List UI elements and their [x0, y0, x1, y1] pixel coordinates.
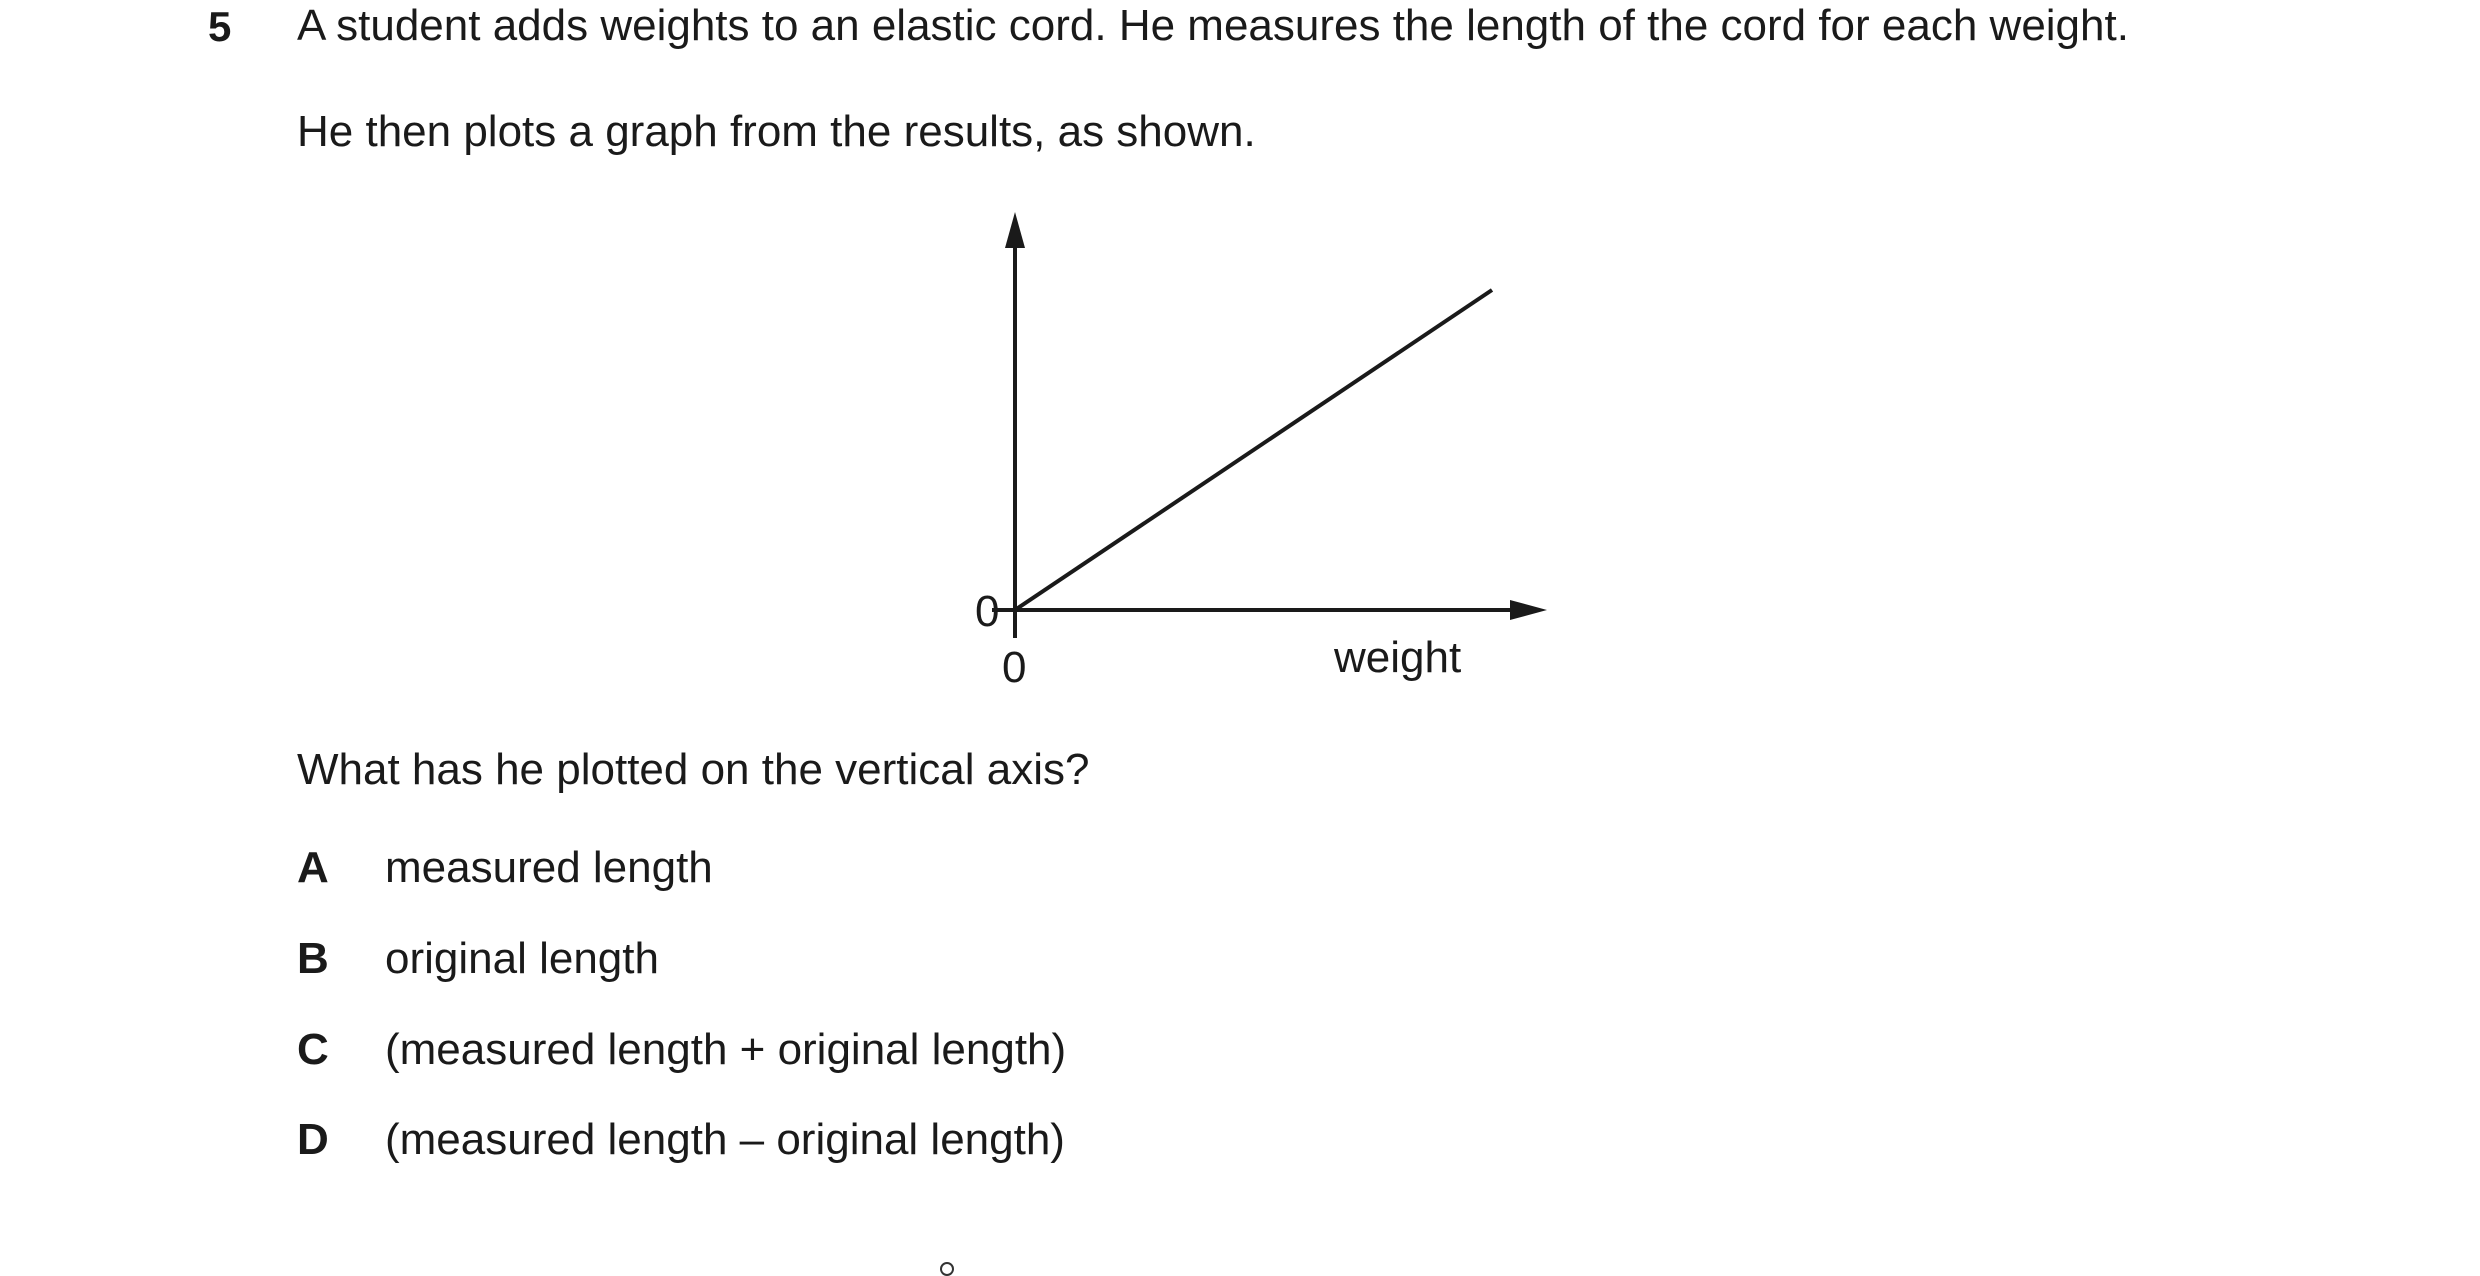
- option-letter: B: [297, 934, 329, 983]
- question-text-1: A student adds weights to an elastic cord. He measures the length of the cord for each weight.: [297, 1, 2129, 50]
- option-letter: C: [297, 1025, 329, 1074]
- option-text: (measured length + original length): [385, 1025, 1067, 1074]
- y-axis-arrow: [1005, 212, 1025, 248]
- question-prompt: What has he plotted on the vertical axis?: [297, 745, 1090, 794]
- option-letter: D: [297, 1115, 329, 1164]
- x-origin-label: 0: [1002, 643, 1027, 692]
- graph: [930, 200, 1570, 700]
- option-letter: A: [297, 843, 329, 892]
- option-text: (measured length – original length): [385, 1115, 1065, 1164]
- option-text: measured length: [385, 843, 713, 892]
- x-axis-arrow: [1510, 600, 1547, 620]
- x-axis-label: weight: [1334, 633, 1462, 682]
- option-text: original length: [385, 934, 659, 983]
- plot-line: [1015, 290, 1492, 610]
- y-origin-label: 0: [975, 587, 1000, 636]
- question-text-2: He then plots a graph from the results, as shown.: [297, 107, 1256, 156]
- question-number: 5: [208, 3, 232, 50]
